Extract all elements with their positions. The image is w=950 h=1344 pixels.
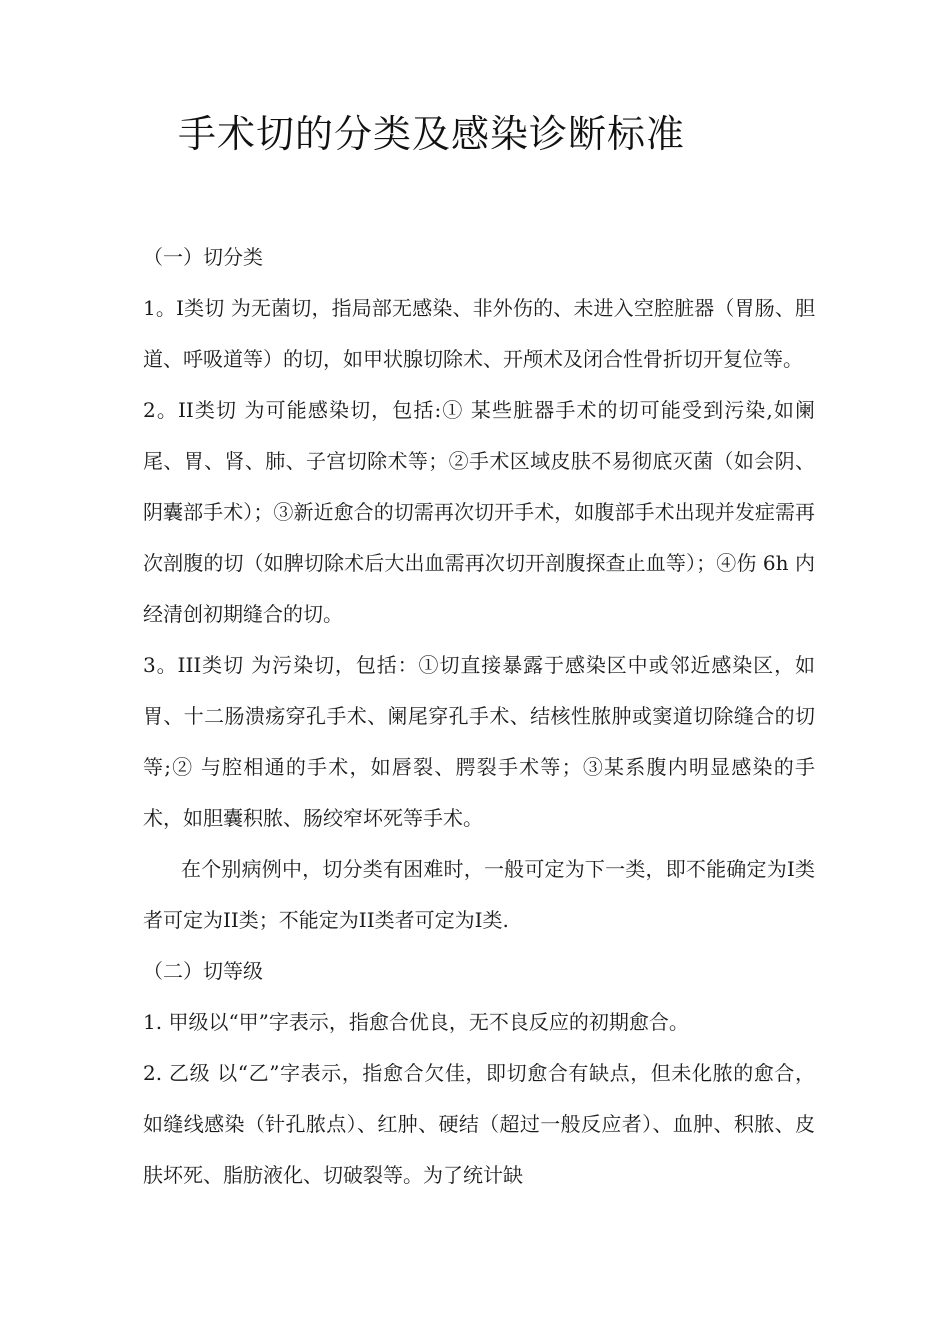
paragraph-class-2-incision: 2。II类切 为可能感染切，包括:① 某些脏器手术的切可能受到污染,如阑尾、胃、肾、肺、子宫切除术等；②手术区域皮肤不易彻底灭菌（如会阴、阴囊部手术）；③新近愈合的切需再次切开手术，如腹部手术出现并发症需再次剖腹的切（如脾切除术后大出血需再次切开剖腹探查止血等）；④伤 6h 内经清创初期缝合的切。 — [143, 398, 815, 626]
section-heading-incision-classification: （一）切分类 — [143, 245, 263, 269]
paragraph-class-1-incision: 1。I类切 为无菌切，指局部无感染、非外伤的、未进入空腔脏器（胃肠、胆道、呼吸道等）的切，如甲状腺切除术、开颅术及闭合性骨折切开复位等。 — [143, 296, 815, 371]
paragraph-grade-b: 2. 乙级 以“乙”字表示，指愈合欠佳，即切愈合有缺点，但未化脓的愈合，如缝线感染（针孔脓点）、红肿、硬结（超过一般反应者）、血肿、积脓、皮肤坏死、脂肪液化、切破裂等。为了统计缺 — [143, 1061, 815, 1187]
document-title: 手术切的分类及感染诊断标准 — [178, 112, 686, 156]
paragraph-grade-a: 1. 甲级以“甲”字表示，指愈合优良，无不良反应的初期愈合。 — [143, 1010, 689, 1034]
section-heading-incision-grade: （二）切等级 — [143, 959, 263, 983]
paragraph-class-3-incision: 3。III类切 为污染切，包括：①切直接暴露于感染区中或邻近感染区，如胃、十二肠溃疡穿孔手术、阑尾穿孔手术、结核性脓肿或窦道切除缝合的切等;② 与腔相通的手术，如唇裂、腭裂手术等；③某系腹内明显感染的手术，如胆囊积脓、肠绞窄坏死等手术。 — [143, 653, 815, 830]
document-body — [143, 232, 815, 1201]
paragraph-classification-note: 在个别病例中，切分类有困难时，一般可定为下一类，即不能确定为I类者可定为II类；不能定为II类者可定为I类. — [143, 857, 815, 932]
